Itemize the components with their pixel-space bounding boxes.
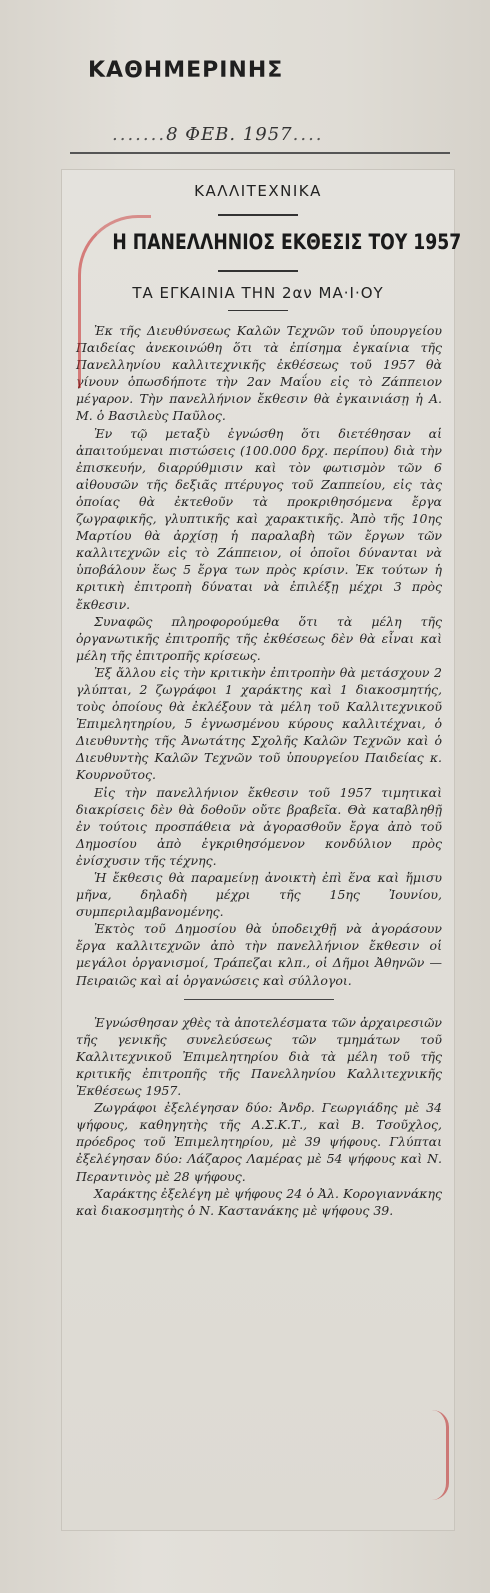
paragraph: Χαράκτης ἐξελέγη μὲ ψήφους 24 ὁ Ἀλ. Κορογιαννάκης καὶ διακοσμητὴς ὁ Ν. Καστανάκης μὲ ψήφους 39. bbox=[76, 1185, 442, 1218]
red-pen-mark bbox=[78, 215, 151, 388]
date-stamp bbox=[112, 124, 324, 145]
date-dots-right: .... bbox=[292, 124, 324, 145]
paragraph: Ἐκ τῆς Διευθύνσεως Καλῶν Τεχνῶν τοῦ ὑπουργείου Παιδείας ἀνεκοινώθη ὅτι τὰ ἐπίσημα ἐγκαίνια τῆς Πανελληνίου καλλιτεχνικῆς ἐκθέσεως τοῦ 1957 θὰ γίνουν ὁπωσδήποτε τὴν 2αν Μαΐου εἰς τὸ Ζάππειον μέγαρον. Τὴν πανελλήνιον ἔκθεσιν θὰ ἐγκαινιάσῃ ἡ Α. Μ. ὁ Βασιλεὺς Παῦλος. bbox=[76, 323, 442, 424]
subhead-rule bbox=[228, 310, 288, 311]
paragraph: Εἰς τὴν πανελλήνιον ἔκθεσιν τοῦ 1957 τιμητικαὶ διακρίσεις δὲν θὰ δοθοῦν οὔτε βραβεῖα. Θὰ καταβληθῇ ἐν τούτοις προσπάθεια νὰ ἀγορασθοῦν ἔργα ἀπὸ τοῦ Δημοσίου ἀπὸ ἐγκριθησόμενον κονδύλιον πρὸς ἐνίσχυσιν τῆς τέχνης. bbox=[76, 784, 442, 868]
section-label: ΚΑΛΛΙΤΕΧΝΙΚΑ bbox=[194, 182, 322, 200]
headline-rule bbox=[218, 270, 298, 272]
article-subhead: ΤΑ ΕΓΚΑΙΝΙΑ ΤΗΝ 2αν ΜΑ·Ι·ΟΥ bbox=[132, 284, 384, 302]
paragraph: Ἐν τῷ μεταξὺ ἐγνώσθη ὅτι διετέθησαν αἱ ἀπαιτούμεναι πιστώσεις (100.000 δρχ. περίπου) διὰ τὴν ἐπισκευήν, διαρρύθμισιν καὶ τὸν φωτισμὸν τῶν 6 αἰθουσῶν τῆς δεξιᾶς πτέρυγος τοῦ Ζαππείου, εἰς τὰς ὁποίας θὰ ἐκτεθοῦν τὰ προκριθησόμενα ἔργα ζωγραφικῆς, γλυπτικῆς καὶ χαρακτικῆς. Ἀπὸ τῆς 10ης Μαρτίου θὰ ἀρχίσῃ ἡ παραλαβὴ τῶν ἔργων τῶν καλλιτεχνῶν εἰς τὸ Ζάππειον, οἱ ὁποῖοι δύνανται νὰ ὑποβάλουν ἕως 5 ἔργα των πρὸς κρίσιν. Ἐκ τούτων ἡ κριτικὴ ἐπιτροπὴ δύναται νὰ ἐπιλέξῃ μέχρι 3 πρὸς ἔκθεσιν. bbox=[76, 425, 442, 612]
date-dots: ....... bbox=[112, 124, 167, 145]
section-rule bbox=[218, 214, 298, 216]
top-rule bbox=[70, 152, 450, 154]
paragraph: Ἐκτὸς τοῦ Δημοσίου θὰ ὑποδειχθῇ νὰ ἀγοράσουν ἔργα καλλιτεχνῶν ἀπὸ τὴν πανελλήνιον ἔκθεσιν οἱ μεγάλοι ὀργανισμοί, Τράπεζαι κλπ., οἱ Δῆμοι Ἀθηνῶν — Πειραιῶς καὶ αἱ ὀργανώσεις καὶ σύλλογοι. bbox=[76, 921, 442, 988]
paragraph: Συναφῶς πληροφορούμεθα ὅτι τὰ μέλη τῆς ὀργανωτικῆς ἐπιτροπῆς τῆς ἐκθέσεως δὲν θὰ εἶναι καὶ μέλη τῆς ἐπιτροπῆς κρίσεως. bbox=[76, 613, 442, 663]
paragraph: Ζωγράφοι ἐξελέγησαν δύο: Ἀνδρ. Γεωργιάδης μὲ 34 ψήφους, καθηγητὴς τῆς Α.Σ.Κ.Τ., καὶ Β. Τσοῦχλος, πρόεδρος τοῦ Ἐπιμελητηρίου, μὲ 39 ψήφους. Γλύπται ἐξελέγησαν δύο: Λάζαρος Λαμέρας μὲ 54 ψήφους καὶ Ν. Περαντινὸς μὲ 28 ψήφους. bbox=[76, 1100, 442, 1184]
date-text: 8 ΦΕΒ. 1957 bbox=[166, 124, 293, 145]
article-body bbox=[76, 322, 442, 1219]
red-pen-bracket bbox=[432, 1410, 449, 1500]
article-divider bbox=[184, 999, 334, 1000]
paragraph: Ἡ ἔκθεσις θὰ παραμείνῃ ἀνοικτὴ ἐπὶ ἕνα καὶ ἥμισυ μῆνα, δηλαδὴ μέχρι τῆς 15ης Ἰουνίου, συμπεριλαμβανομένης. bbox=[76, 870, 442, 920]
newspaper-masthead: ΚΑΘΗΜΕΡΙΝΗΣ bbox=[88, 58, 284, 83]
paragraph: Ἐξ ἄλλου εἰς τὴν κριτικὴν ἐπιτροπὴν θὰ μετάσχουν 2 γλύπται, 2 ζωγράφοι 1 χαράκτης καὶ 1 διακοσμητής, τοὺς ὁποίους θὰ ἐκλέξουν τὰ μέλη τοῦ Καλλιτεχνικοῦ Ἐπιμελητηρίου, 5 ἐγνωσμένου κύρους καλλιτέχναι, ὁ Διευθυντὴς τῆς Ἀνωτάτης Σχολῆς Καλῶν Τεχνῶν καὶ ὁ Διευθυντὴς Καλῶν Τεχνῶν τοῦ ὑπουργείου Παιδείας κ. Κουρνοῦτος. bbox=[76, 664, 442, 783]
article-headline: Η ΠΑΝΕΛΛΗΝΙΟΣ ΕΚΘΕΣΙΣ ΤΟΥ 1957 bbox=[112, 230, 462, 254]
paragraph: Ἐγνώσθησαν χθὲς τὰ ἀποτελέσματα τῶν ἀρχαιρεσιῶν τῆς γενικῆς συνελεύσεως τῶν τμημάτων τοῦ Καλλιτεχνικοῦ Ἐπιμελητηρίου διὰ τὰ μέλη τοῦ τῆς κριτικῆς ἐπιτροπῆς τῆς Πανελληνίου Καλλιτεχνικῆς Ἐκθέσεως 1957. bbox=[76, 1014, 442, 1099]
